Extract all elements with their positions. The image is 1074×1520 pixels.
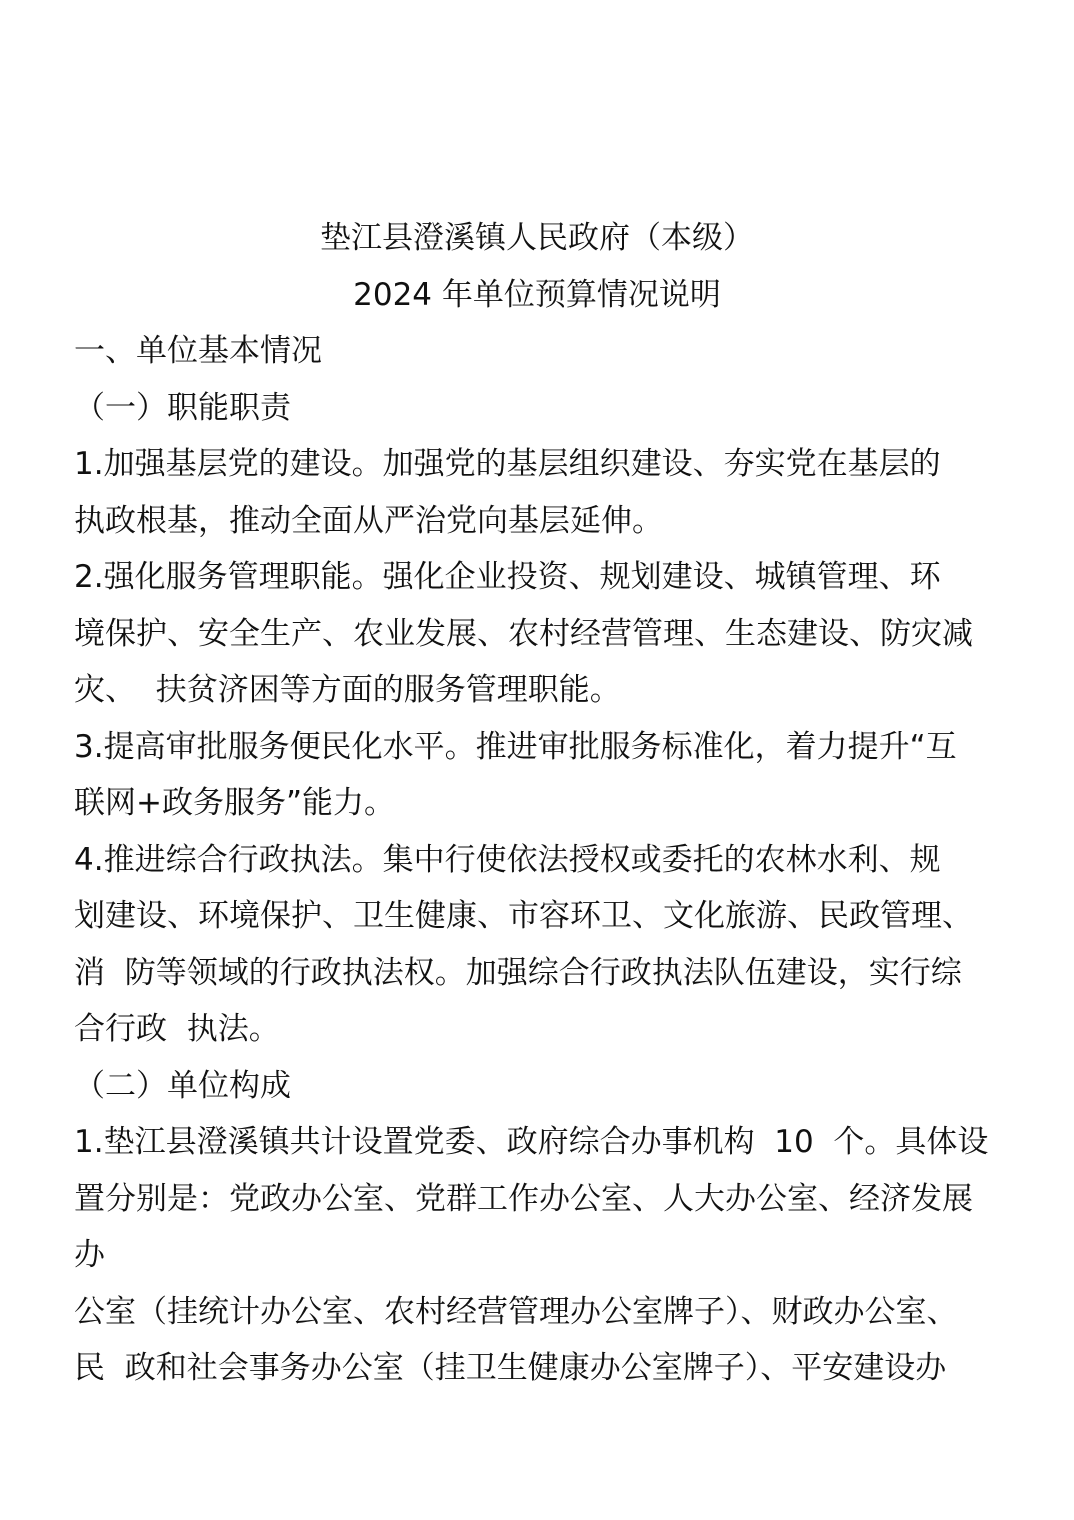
paragraph-line: 消 防等领域的行政执法权。加强综合行政执法队伍建设，实行综 [74,955,962,991]
paragraph-line: 1.加强基层党的建设。加强党的基层组织建设、夯实党在基层的 [74,446,941,482]
subsection-heading-composition: （二）单位构成 [74,1068,291,1104]
paragraph-line: 合行政 执法。 [74,1011,280,1047]
paragraph-line: 2.强化服务管理职能。强化企业投资、规划建设、城镇管理、环 [74,559,941,595]
paragraph-line: 民 政和社会事务办公室（挂卫生健康办公室牌子）、平安建设办 [74,1350,947,1386]
paragraph-line: 1.垫江县澄溪镇共计设置党委、政府综合办事机构 10 个。具体设 [74,1124,989,1160]
section-heading-basic-info: 一、单位基本情况 [74,333,322,369]
paragraph-line: 公室（挂统计办公室、农村经营管理办公室牌子）、财政办公室、 [74,1294,958,1330]
paragraph-line: 划建设、环境保护、卫生健康、市容环卫、文化旅游、民政管理、 [74,898,973,934]
paragraph-line: 执政根基，推动全面从严治党向基层延伸。 [74,503,663,539]
paragraph-line: 灾、 扶贫济困等方面的服务管理职能。 [74,672,621,708]
paragraph-line: 境保护、安全生产、农业发展、农村经营管理、生态建设、防灾减 [74,616,973,652]
paragraph-line: 3.提高审批服务便民化水平。推进审批服务标准化，着力提升“互 [74,729,957,765]
document-title-line2: 2024 年单位预算情况说明 [353,277,721,313]
paragraph-line: 联网+政务服务”能力。 [74,785,396,821]
subsection-heading-duties: （一）职能职责 [74,390,291,426]
document-title-line1: 垫江县澄溪镇人民政府（本级） [320,220,754,256]
paragraph-line: 置分别是：党政办公室、党群工作办公室、人大办公室、经济发展 [74,1181,973,1217]
paragraph-line: 办 [74,1237,105,1273]
paragraph-line: 4.推进综合行政执法。集中行使依法授权或委托的农林水利、规 [74,842,941,878]
